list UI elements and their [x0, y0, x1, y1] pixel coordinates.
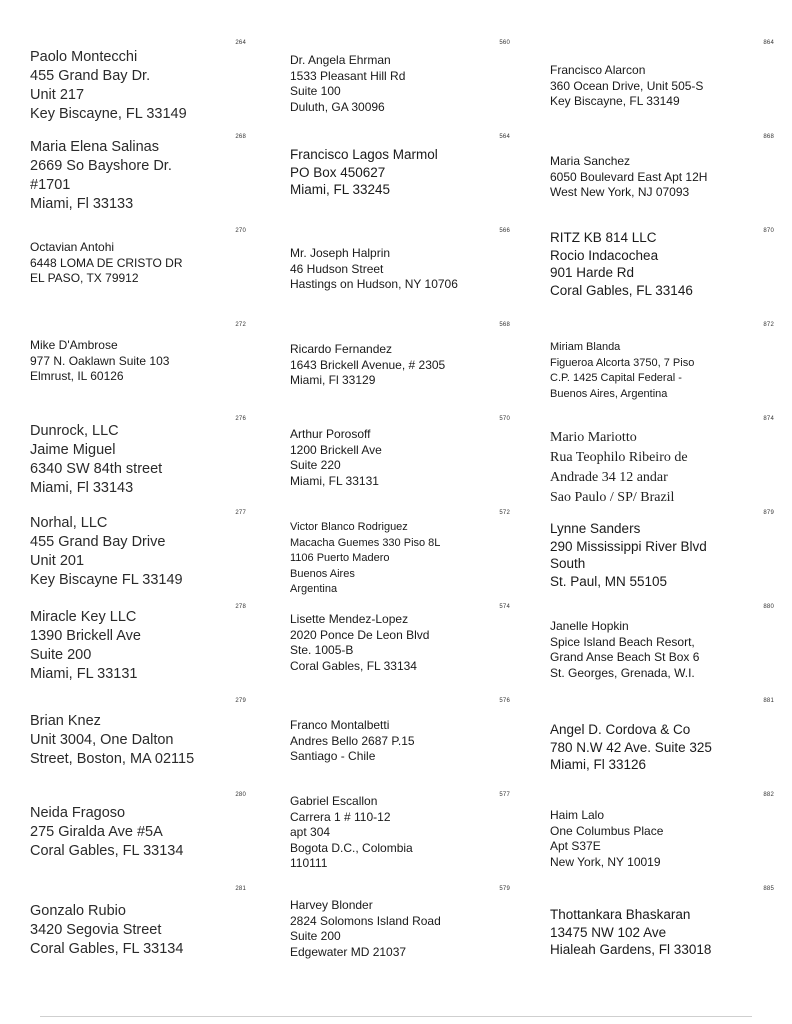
- address-line: Miami, FL 33131: [290, 473, 379, 488]
- address-line: EL PASO, TX 79912: [30, 271, 139, 285]
- address-label: [528, 320, 792, 413]
- address-block: [290, 246, 458, 293]
- address-line: 275 Giralda Ave #5A: [30, 824, 163, 840]
- address-label: [0, 602, 264, 695]
- label-number: 864: [763, 40, 774, 46]
- address-block: [550, 340, 694, 402]
- recipient-name: Gonzalo Rubio: [30, 903, 126, 919]
- address-block: [290, 427, 382, 489]
- label-number: 576: [499, 698, 510, 704]
- address-line: Rocio Indacochea: [550, 247, 659, 263]
- label-number: 885: [763, 886, 774, 892]
- address-label: [264, 602, 528, 695]
- recipient-name: Francisco Alarcon: [550, 63, 646, 77]
- address-label: [264, 414, 528, 507]
- address-label: [0, 414, 264, 507]
- address-line: Sao Paulo / SP/ Brazil: [550, 490, 675, 505]
- recipient-name: Norhal, LLC: [30, 515, 108, 531]
- address-line: #1701: [30, 177, 71, 193]
- address-block: [30, 338, 169, 385]
- address-line: 455 Grand Bay Drive: [30, 534, 166, 550]
- address-label: [0, 884, 264, 977]
- address-block: [30, 804, 183, 861]
- address-label: [0, 132, 264, 225]
- address-line: Grand Anse Beach St Box 6: [550, 650, 700, 664]
- address-label: [0, 696, 264, 789]
- address-line: Suite 200: [290, 929, 341, 943]
- label-number: 276: [235, 416, 246, 422]
- recipient-name: Thottankara Bhaskaran: [550, 907, 691, 922]
- label-number: 870: [763, 228, 774, 234]
- label-number: 882: [763, 792, 774, 798]
- address-line: Unit 201: [30, 553, 85, 569]
- address-line: 46 Hudson Street: [290, 261, 384, 276]
- recipient-name: Miriam Blanda: [550, 341, 621, 353]
- recipient-name: Angel D. Cordova & Co: [550, 722, 691, 737]
- address-label: [0, 226, 264, 319]
- address-block: [290, 718, 415, 765]
- recipient-name: Gabriel Escallon: [290, 794, 378, 808]
- recipient-name: Neida Fragoso: [30, 805, 126, 821]
- address-label: [528, 508, 792, 601]
- recipient-name: Franco Montalbetti: [290, 718, 390, 732]
- address-line: 6448 LOMA DE CRISTO DR: [30, 255, 183, 270]
- address-line: 1200 Brickell Ave: [290, 442, 382, 457]
- recipient-name: Maria Sanchez: [550, 154, 631, 168]
- address-line: 2020 Ponce De Leon Blvd: [290, 627, 430, 642]
- address-label: [528, 38, 792, 131]
- address-line: 901 Harde Rd: [550, 265, 635, 280]
- label-number: 281: [235, 886, 246, 892]
- address-line: Hialeah Gardens, Fl 33018: [550, 942, 712, 957]
- address-line: Miami, Fl 33129: [290, 373, 376, 387]
- address-line: 977 N. Oaklawn Suite 103: [30, 353, 170, 368]
- address-line: Key Biscayne, FL 33149: [30, 106, 187, 122]
- label-number: 577: [499, 792, 510, 798]
- address-block: [550, 428, 688, 508]
- recipient-name: Dr. Angela Ehrman: [290, 53, 391, 67]
- address-line: Unit 3004, One Dalton: [30, 732, 174, 748]
- address-line: Ste. 1005-B: [290, 643, 354, 657]
- address-label: [0, 508, 264, 601]
- address-block: [550, 619, 699, 681]
- recipient-name: Harvey Blonder: [290, 898, 373, 912]
- address-block: [30, 138, 172, 214]
- address-line: 1390 Brickell Ave: [30, 628, 141, 644]
- address-block: [290, 146, 438, 199]
- address-line: 1533 Pleasant Hill Rd: [290, 68, 406, 83]
- address-label: [0, 320, 264, 413]
- address-line: C.P. 1425 Capital Federal -: [550, 372, 682, 384]
- address-block: [550, 906, 711, 959]
- address-line: 290 Mississippi River Blvd: [550, 538, 707, 554]
- label-number: 874: [763, 416, 774, 422]
- address-block: [30, 608, 141, 684]
- label-number: 570: [499, 416, 510, 422]
- address-label: [264, 696, 528, 789]
- label-number: 566: [499, 228, 510, 234]
- address-block: [30, 902, 183, 959]
- label-number: 568: [499, 322, 510, 328]
- address-label: [264, 226, 528, 319]
- label-number: 880: [763, 604, 774, 610]
- address-line: Coral Gables, FL 33134: [290, 658, 417, 673]
- address-label: [264, 508, 528, 601]
- label-number: 268: [235, 134, 246, 140]
- address-block: [290, 53, 405, 115]
- address-line: 780 N.W 42 Ave. Suite 325: [550, 739, 712, 755]
- address-line: Coral Gables, FL 33146: [550, 282, 693, 298]
- label-number: 564: [499, 134, 510, 140]
- address-line: Bogota D.C., Colombia: [290, 840, 413, 855]
- label-number: 277: [235, 510, 246, 516]
- recipient-name: RITZ KB 814 LLC: [550, 230, 657, 245]
- label-number: 879: [763, 510, 774, 516]
- address-block: [30, 48, 187, 124]
- address-line: St. Paul, MN 55105: [550, 573, 668, 589]
- address-line: Duluth, GA 30096: [290, 99, 385, 114]
- address-line: Coral Gables, FL 33134: [30, 941, 184, 957]
- address-line: Carrera 1 # 110-12: [290, 809, 391, 824]
- recipient-name: Janelle Hopkin: [550, 619, 629, 633]
- address-block: [290, 612, 429, 674]
- recipient-name: Victor Blanco Rodriguez: [290, 521, 408, 533]
- label-number: 280: [235, 792, 246, 798]
- address-line: South: [550, 556, 586, 571]
- address-block: [550, 154, 707, 201]
- address-block: [290, 794, 413, 872]
- address-line: 1106 Puerto Madero: [290, 552, 390, 564]
- label-number: 264: [235, 40, 246, 46]
- address-line: 13475 NW 102 Ave: [550, 924, 667, 940]
- recipient-name: Mike D'Ambrose: [30, 338, 118, 352]
- address-label: [528, 414, 792, 507]
- label-number: 872: [763, 322, 774, 328]
- address-line: 110111: [290, 856, 328, 870]
- label-number: 270: [235, 228, 246, 234]
- recipient-name: Miracle Key LLC: [30, 609, 137, 625]
- address-line: Apt S37E: [550, 839, 601, 853]
- address-label: [264, 884, 528, 977]
- recipient-name: Dunrock, LLC: [30, 423, 119, 439]
- address-block: [30, 422, 162, 498]
- address-block: [290, 342, 445, 389]
- address-block: [550, 721, 712, 774]
- page-bottom-rule: [40, 1016, 752, 1017]
- address-line: Spice Island Beach Resort,: [550, 634, 695, 649]
- address-line: Key Biscayne, FL 33149: [550, 94, 680, 108]
- address-line: apt 304: [290, 825, 331, 839]
- address-line: St. Georges, Grenada, W.I.: [550, 665, 695, 680]
- label-number: 272: [235, 322, 246, 328]
- recipient-name: Francisco Lagos Marmol: [290, 147, 438, 162]
- recipient-name: Lisette Mendez-Lopez: [290, 612, 409, 626]
- address-line: PO Box 450627: [290, 164, 386, 180]
- label-number: 574: [499, 604, 510, 610]
- address-block: [290, 898, 441, 960]
- label-column-3: [528, 0, 792, 1024]
- address-line: 455 Grand Bay Dr.: [30, 68, 151, 84]
- recipient-name: Mr. Joseph Halprin: [290, 246, 391, 260]
- address-label: [264, 320, 528, 413]
- recipient-name: Arthur Porosoff: [290, 427, 371, 441]
- address-line: Suite 200: [30, 647, 92, 663]
- address-line: New York, NY 10019: [550, 854, 661, 869]
- address-line: 3420 Segovia Street: [30, 922, 162, 938]
- address-line: 1643 Brickell Avenue, # 2305: [290, 357, 446, 372]
- address-line: Santiago - Chile: [290, 749, 376, 763]
- address-label: [528, 696, 792, 789]
- address-line: Miami, FL 33131: [30, 666, 138, 682]
- label-number: 560: [499, 40, 510, 46]
- label-column-2: [264, 0, 528, 1024]
- address-line: Buenos Aires, Argentina: [550, 387, 668, 400]
- address-line: 360 Ocean Drive, Unit 505-S: [550, 78, 704, 93]
- label-number: 868: [763, 134, 774, 140]
- address-label: [0, 38, 264, 131]
- label-number: 881: [763, 698, 774, 704]
- address-line: 6340 SW 84th street: [30, 461, 163, 477]
- address-label: [264, 132, 528, 225]
- label-number: 579: [499, 886, 510, 892]
- address-line: Rua Teophilo Ribeiro de: [550, 450, 688, 465]
- recipient-name: Octavian Antohi: [30, 240, 115, 254]
- address-line: Jaime Miguel: [30, 442, 116, 458]
- address-line: Street, Boston, MA 02115: [30, 751, 195, 767]
- label-column-1: [0, 0, 264, 1024]
- address-label: [264, 790, 528, 883]
- address-line: Figueroa Alcorta 3750, 7 Piso: [550, 356, 695, 369]
- address-line: Key Biscayne FL 33149: [30, 572, 183, 588]
- address-line: Miami, Fl 33133: [30, 196, 134, 212]
- address-block: [550, 63, 703, 110]
- recipient-name: Mario Mariotto: [550, 430, 637, 445]
- address-label: [528, 790, 792, 883]
- address-line: Hastings on Hudson, NY 10706: [290, 277, 458, 291]
- address-line: Andres Bello 2687 P.15: [290, 733, 415, 748]
- recipient-name: Brian Knez: [30, 713, 101, 729]
- address-label: [0, 790, 264, 883]
- label-number: 572: [499, 510, 510, 516]
- address-label: [528, 226, 792, 319]
- address-line: Miami, Fl 33143: [30, 480, 134, 496]
- address-line: Macacha Guemes 330 Piso 8L: [290, 536, 441, 549]
- address-line: Suite 220: [290, 458, 341, 472]
- address-block: [30, 514, 183, 590]
- address-line: Miami, FL 33245: [290, 182, 391, 197]
- address-line: 2824 Solomons Island Road: [290, 913, 441, 928]
- address-line: Andrade 34 12 andar: [550, 470, 668, 485]
- address-line: One Columbus Place: [550, 823, 664, 838]
- address-line: 6050 Boulevard East Apt 12H: [550, 169, 708, 184]
- address-label: [264, 38, 528, 131]
- address-block: [550, 808, 663, 870]
- recipient-name: Haim Lalo: [550, 808, 605, 822]
- address-block: [550, 520, 707, 590]
- address-line: Unit 217: [30, 87, 85, 103]
- address-label: [528, 602, 792, 695]
- address-line: Argentina: [290, 583, 338, 595]
- recipient-name: Ricardo Fernandez: [290, 342, 393, 356]
- address-block: [30, 240, 183, 287]
- address-line: 2669 So Bayshore Dr.: [30, 158, 172, 174]
- address-line: Elmrust, IL 60126: [30, 369, 124, 383]
- address-block: [550, 229, 693, 299]
- address-label: [528, 132, 792, 225]
- address-line: Suite 100: [290, 84, 341, 98]
- address-line: Miami, Fl 33126: [550, 757, 647, 772]
- address-line: Edgewater MD 21037: [290, 944, 407, 959]
- recipient-name: Paolo Montecchi: [30, 49, 138, 65]
- label-number: 279: [235, 698, 246, 704]
- address-line: Buenos Aires: [290, 567, 355, 580]
- recipient-name: Maria Elena Salinas: [30, 139, 159, 155]
- address-label: [528, 884, 792, 977]
- address-line: Coral Gables, FL 33134: [30, 843, 184, 859]
- address-block: [290, 520, 440, 598]
- recipient-name: Lynne Sanders: [550, 521, 641, 536]
- address-block: [30, 712, 194, 769]
- label-number: 278: [235, 604, 246, 610]
- address-line: West New York, NJ 07093: [550, 185, 690, 199]
